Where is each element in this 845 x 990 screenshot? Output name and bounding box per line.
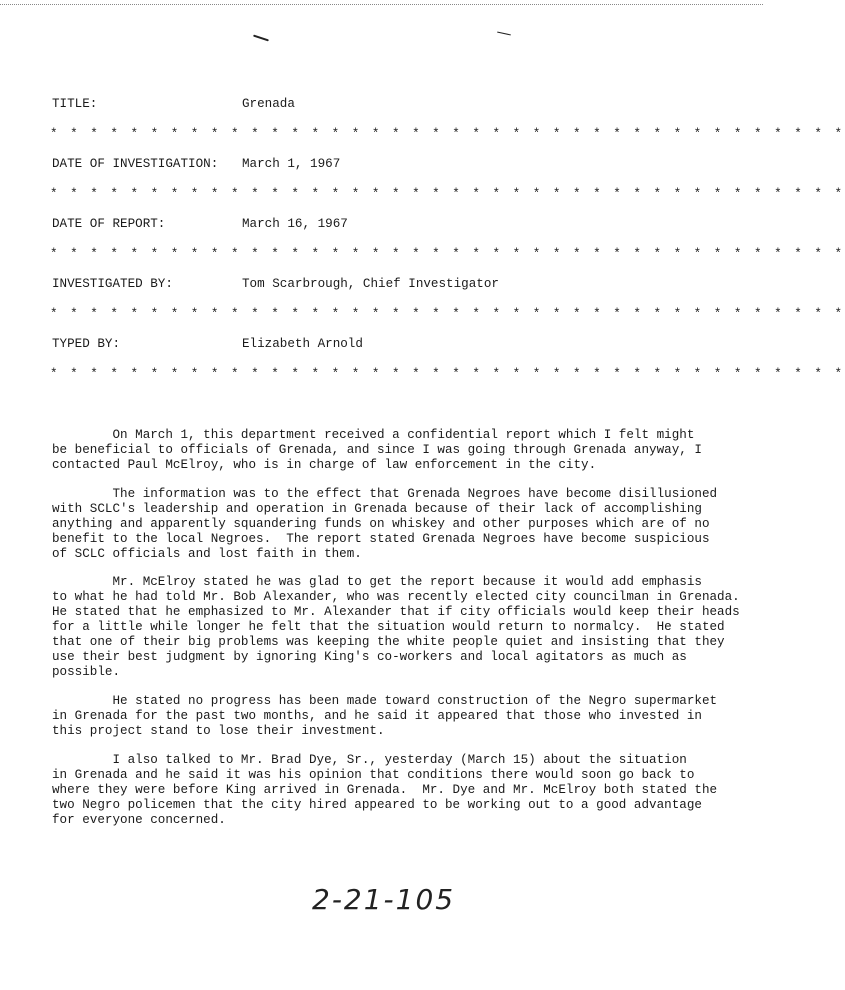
field-title: TITLE: Grenada: [52, 97, 295, 111]
body-paragraph-2: The information was to the effect that Grenada Negroes have become disillusioned with SCLC's leadership and operation in Grenada because of their lack of accomplishing anything and apparently squandering funds on whiskey and other purposes which are of no benefit to the local Negroes. The report stated Grenada Negroes have become suspicious of SCLC officials and lost faith in them.: [52, 487, 718, 561]
stray-mark: [253, 35, 269, 42]
body-paragraph-1: On March 1, this department received a confidential report which I felt might be beneficial to officials of Grenada, and since I was going through Grenada anyway, I contacted Paul McElroy, who is in charge of law enforcement in the city.: [52, 428, 702, 472]
body-paragraph-5: I also talked to Mr. Brad Dye, Sr., yesterday (March 15) about the situation in Grenada and he said it was his opinion that conditions there would soon go back to where they were before King arrived in Grenada. Mr. Dye and Mr. McElroy both stated the two Negro policemen that the city hired appeared to be working out to a good advantage for everyone concerned.: [52, 753, 718, 827]
star-separator: * * * * * * * * * * * * * * * * * * * * * * * * * * * * * * * * * * * * * * * *: [50, 247, 845, 261]
body-paragraph-4: He stated no progress has been made toward construction of the Negro supermarket in Grenada for the past two months, and he said it appeared that those who invested in this project stand to lose their investment.: [52, 694, 718, 738]
handwritten-file-number: 2-21-105: [312, 883, 456, 916]
star-separator: * * * * * * * * * * * * * * * * * * * * * * * * * * * * * * * * * * * * * * * *: [50, 307, 845, 321]
stray-mark: [497, 32, 511, 36]
star-separator: * * * * * * * * * * * * * * * * * * * * * * * * * * * * * * * * * * * * * * * *: [50, 367, 845, 381]
body-paragraph-3: Mr. McElroy stated he was glad to get the report because it would add emphasis to what he had told Mr. Bob Alexander, who was recently elected city councilman in Grenada. He stated that he emphasized to Mr. Alexander that if city officials would keep their heads for a little while longer he felt that the situation would return to normalcy. He stated that one of their big problems was keeping the white people quiet and insisting that they use their best judgment by ignoring King's co-workers and local agitators as much as possible.: [52, 575, 740, 679]
field-date-of-investigation: DATE OF INVESTIGATION: March 1, 1967: [52, 157, 341, 171]
top-edge-rule: [0, 4, 763, 5]
field-typed-by: TYPED BY: Elizabeth Arnold: [52, 337, 363, 351]
field-date-of-report: DATE OF REPORT: March 16, 1967: [52, 217, 348, 231]
field-investigated-by: INVESTIGATED BY: Tom Scarbrough, Chief Investigator: [52, 277, 499, 291]
star-separator: * * * * * * * * * * * * * * * * * * * * * * * * * * * * * * * * * * * * * * * *: [50, 187, 845, 201]
star-separator: * * * * * * * * * * * * * * * * * * * * * * * * * * * * * * * * * * * * * * * *: [50, 127, 845, 141]
